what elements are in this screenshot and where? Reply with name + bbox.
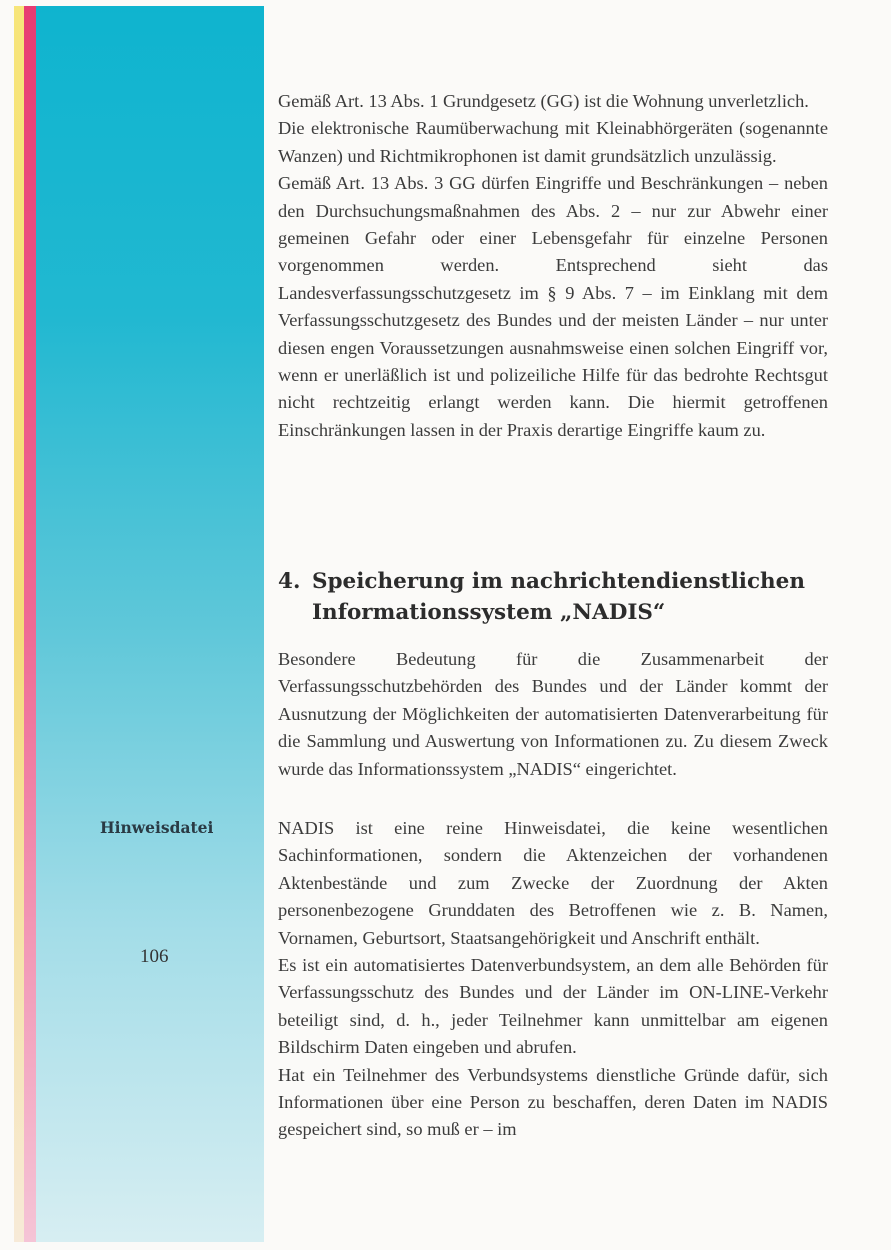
paragraph: Gemäß Art. 13 Abs. 3 GG dürfen Eingriffe und Beschränkungen – neben den Durchsuchungsmaßnahmen des Abs. 2 – nur zur Abwehr einer gemeinen Gefahr oder einer Lebensgefahr für einzelne Personen vorgenommen werden. Entsprechend sieht das Landesverfassungsschutzgesetz im § 9 Abs. 7 – im Einklang mit dem Verfassungsschutzgesetz des Bundes und der meisten Länder – nur unter diesen engen Voraussetzungen ausnahmsweise einen solchen Eingriff vor, wenn er unerläßlich ist und polizeiliche Hilfe für das bedrohte Rechtsgut nicht rechtzeitig erlangt werden kann. Die hiermit getroffenen Einschränkungen lassen in der Praxis derartige Eingriffe kaum zu.: [278, 173, 828, 440]
section-intro-paragraph: [278, 646, 828, 783]
paragraph: NADIS ist eine reine Hinweisdatei, die keine wesentlichen Sachinformationen, sondern die Aktenzeichen der vorhandenen Aktenbestände und zum Zwecke der Zuordnung der Akten personenbezogene Grunddaten des Betroffenen wie z. B. Namen, Vornamen, Geburtsort, Staatsangehörigkeit und Anschrift enthält.: [278, 818, 828, 948]
page-number: 106: [140, 946, 169, 967]
intro-section: [278, 88, 828, 444]
heading-number: 4.: [278, 569, 301, 594]
heading-line-2: Informationssystem „NADIS“: [312, 600, 666, 625]
pink-stripe: [24, 6, 36, 1242]
section-heading: [278, 566, 838, 628]
margin-band: [14, 6, 264, 1242]
nadis-section: [278, 815, 828, 1144]
paragraph: Besondere Bedeutung für die Zusammenarbeit der Verfassungsschutzbehörden des Bundes und der Länder kommt der Ausnutzung der Möglichkeiten der automatisierten Datenverarbeitung für die Sammlung und Auswertung von Informationen zu. Zu diesem Zweck wurde das Informationssystem „NADIS“ eingerichtet.: [278, 649, 828, 779]
margin-note: Hinweisdatei: [100, 818, 214, 837]
paragraph: Gemäß Art. 13 Abs. 1 Grundgesetz (GG) ist die Wohnung unverletzlich.: [278, 91, 809, 111]
paragraph: Die elektronische Raumüberwachung mit Kleinabhörgeräten (sogenannte Wanzen) und Richtmikrophonen ist damit grundsätzlich unzulässig.: [278, 118, 828, 166]
paragraph: Es ist ein automatisiertes Datenverbundsystem, an dem alle Behörden für Verfassungsschutz des Bundes und der Länder im ON-LINE-Verkehr beteiligt sind, d. h., jeder Teilnehmer kann unmittelbar am eigenen Bildschirm Daten eingeben und abrufen.: [278, 955, 828, 1058]
yellow-stripe: [14, 6, 24, 1242]
blue-band: [36, 6, 264, 1242]
paragraph: Hat ein Teilnehmer des Verbundsystems dienstliche Gründe dafür, sich Informationen über eine Person zu beschaffen, deren Daten im NADIS gespeichert sind, so muß er – im: [278, 1064, 828, 1140]
heading-line-1: Speicherung im nachrichtendienstlichen: [312, 569, 805, 594]
